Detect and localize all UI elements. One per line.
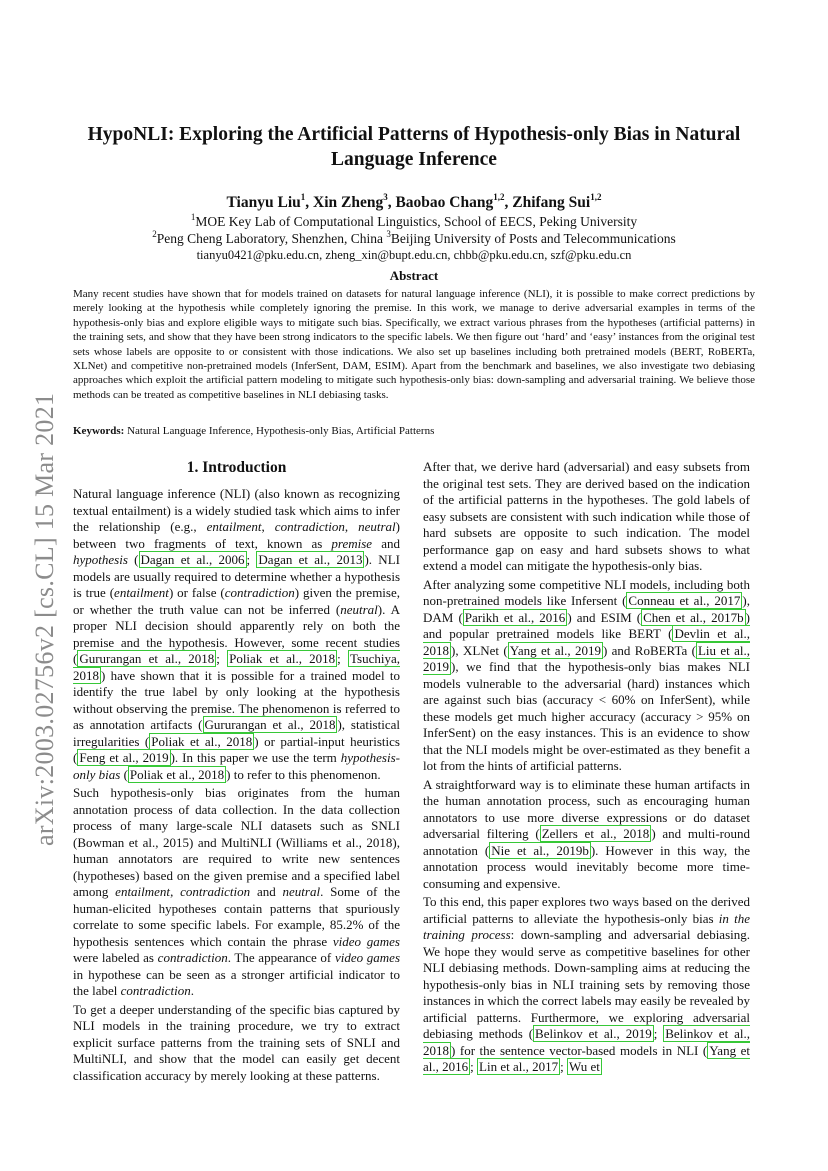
author-affiliation-mark: 1 [300,191,306,202]
paragraph: To get a deeper understanding of the specific bias captured by NLI models in the training procedure, we try to extract explicit surface patterns from the training sets of SNLI and MultiNLI, and show that the model can easily get decent classification accuracy by merely looking at these patterns. [73,1001,400,1083]
author-name: Zhifang Sui [512,194,591,211]
citation-link[interactable]: Tsuchiya, 2018 [73,651,400,683]
paragraph: After analyzing some competitive NLI models, including both non-pretrained models like Infersent ( Conneau et al., 2017 ), DAM ( Parikh et al., 2016 ) and ESIM ( Chen et al., 2017b ) and popular pretrained models like BERT ( Devlin et al., 2018 ), XLNet ( Yang et al., 2019 ) and RoBERTa ( Liu et al., 2019 ), we find that the hypothesis-only bias makes NLI models vulnerable to the adversarial (hard) instances which are against such bias (accuracy < 60% on InferSent), while these models get much higher accuracy (accuracy > 95% on InferSent) on the easy instances. This is an evidence to show that the NLI models might be over-estimated as they benefit a lot from the hints of artificial patterns. [423,576,750,773]
paper-title: HypoNLI: Exploring the Artificial Patterns of Hypothesis-only Bias in Natural Language Inference [87,124,741,170]
citation-link[interactable]: Gururangan et al., 2018 [204,717,336,732]
citation-link[interactable]: Wu et [568,1059,600,1074]
citation-link[interactable]: Poliak et al., 2018 [151,733,253,749]
author-name: Baobao Chang [395,194,494,211]
citation-link[interactable]: Gururangan et al., 2018 [79,651,215,666]
citation-link[interactable]: Lin et al., 2017 [479,1059,559,1074]
affiliation-line [60,230,768,247]
keywords-label: Keywords: [73,425,125,437]
paragraph: To this end, this paper explores two ways based on the derived artificial patterns to alleviate the hypothesis-only bias in the training process: down-sampling and adversarial debiasing. We hope they would serve as competitive baselines for other NLI debiasing methods. Down-sampling aims at reducing the hypothesis-only bias in NLI training sets by removing those instances in which the correct labels may easily be revealed by artificial patterns. Furthermore, we exploring adversarial debiasing methods ( Belinkov et al., 2019 ; Belinkov et al., 2018 ) for the sentence vector-based models in NLI ( Yang et al., 2016 ; Lin et al., 2017 ; Wu et [423,894,750,1074]
paragraph: Such hypothesis-only bias originates from the human annotation process of data collection. In the data collection process of many large-scale NLI datasets such as SNLI (Bowman et al., 2015) and MultiNLI (Williams et al., 2018), human annotators are required to write new sentences (hypotheses) based on the given premise and a specified label among entailment, contradiction and neutral. Some of the human-elicited hypotheses contain patterns that spuriously correlate to some specific labels. For example, 85.2% of the hypothesis sentences which contain the phrase video games were labeled as contradiction. The appearance of video games in hypothese can be seen as a stronger artificial indicator to the label contradiction. [73,785,401,998]
author-name: Tianyu Liu [226,194,301,211]
keywords-text: Natural Language Inference, Hypothesis-only Bias, Artificial Patterns [127,425,435,437]
citation-link[interactable]: Conneau et al., 2017 [628,593,741,608]
paragraph: After that, we derive hard (adversarial) and easy subsets from the original test sets. They are derived based on the indication of the artificial patterns in the hypotheses. The gold labels of easy subsets are consistent with such indication while those of hard subsets are opposite to such indication. The model performance gap on easy and hard subsets shows to what extend a model can mitigate the hypothesis-only bias. [423,459,750,573]
citation-link[interactable]: Dagan et al., 2013 [258,552,363,567]
citation-link[interactable]: Yang et al., 2016 [423,1042,750,1074]
citation-link[interactable]: Chen et al., 2017b [643,609,744,625]
author-affiliation-mark: 3 [383,191,388,202]
paragraph: A straightforward way is to eliminate these human artifacts in the human annotation process, such as encouraging human annotators to use more diverse expressions or do dataset adversarial filtering ( Zellers et al., 2018 ) and multi-round annotation ( Nie et al., 2019b ). However in this way, the annotation process would inevitably become more time-consuming and expensive. [423,776,750,891]
affiliation-text: Beijing University of Posts and Telecommunications [390,231,676,246]
author-emails: tianyu0421@pku.edu.cn, zheng_xin@bupt.edu.cn, chbb@pku.edu.cn, szf@pku.edu.cn [196,248,632,262]
citation-link[interactable]: Belinkov et al., 2019 [535,1026,652,1041]
citation-link[interactable]: Zellers et al., 2018 [541,826,650,841]
section-heading-introduction: 1. Introduction [186,459,287,476]
abstract-text: Many recent studies have shown that for models trained on datasets for natural language inference (NLI), it is possible to make correct predictions by merely looking at the hypothesis while completely ignoring the premise. In this work, we manage to derive adversarial examples in terms of the hypothesis-only bias and explore eligible ways to mitigate such bias. Specifically, we extract various phrases from the hypotheses (artificial patterns) in the training sets, and show that they have been strong indicators to the specific labels. We then figure out ‘hard’ and ‘easy’ instances from the original test sets whose labels are opposite to or consistent with those indications. We also set up baselines including both pretrained models (BERT, RoBERTa, XLNet) and competitive non-pretrained models (InferSent, DAM, ESIM). Apart from the benchmark and baselines, we also investigate two debiasing approaches which exploit the artificial pattern modeling to mitigate such hypothesis-only bias: down-sampling and adversarial training. We believe those methods can be treated as competitive baselines in NLI debiasing tasks. [73,288,755,401]
author-list: Tianyu Liu$^1$, Xin Zheng$^3$, Baobao Chang$^{1,2}$, Zhifang Sui$^{1,2}$ [226,191,602,211]
author-affiliation-mark: 1,2 [493,191,505,202]
affiliation-text: MOE Key Lab of Computational Linguistics, School of EECS, Peking University [195,214,638,229]
paragraph: Natural language inference (NLI) (also known as recognizing textual entailment) is a widely studied task which aims to infer the relationship (e.g., entailment, contradiction, neutral) between two fragments of text, known as premise and hypothesis ( Dagan et al., 2006 ; Dagan et al., 2013 ). NLI models are usually required to determine whether a hypothesis is true (entailment) or false (contradiction) given the premise, or whether the truth value can not be inferred (neutral). A proper NLI decision should apparently rely on both the premise and the hypothesis. However, some recent studies ( Gururangan et al., 2018 ; Poliak et al., 2018 ; Tsuchiya, 2018 ) have shown that it is possible for a trained model to identify the true label by only looking at the hypothesis without observing the premise. The phenomenon is referred to as annotation artifacts ( Gururangan et al., 2018 ), statistical irregularities ( Poliak et al., 2018 ) or partial-input heuristics ( Feng et al., 2019 ). In this paper we use the term hypothesis-only bias ( Poliak et al., 2018 ) to refer to this phenomenon. [73,486,401,782]
citation-link[interactable]: Dagan et al., 2006 [140,552,245,567]
affiliation-mark: 3 [386,228,391,239]
citation-link[interactable]: Belinkov et al., 2018 [423,1026,750,1058]
citation-link[interactable]: Devlin et al., 2018 [423,626,750,658]
keywords-line [73,424,755,438]
affiliation-mark: 2 [152,228,157,239]
citation-link[interactable]: Feng et al., 2019 [79,750,169,765]
citation-link[interactable]: Poliak et al., 2018 [129,766,225,782]
citation-link[interactable]: Poliak et al., 2018 [229,651,336,666]
author-affiliation-mark: 1,2 [590,191,602,202]
affiliation-mark: 1 [190,211,196,222]
citation-link[interactable]: Parikh et al., 2016 [464,609,566,625]
author-name: Xin Zheng [313,194,384,211]
citation-link[interactable]: Nie et al., 2019b [491,842,589,858]
right-column [423,459,750,1078]
arxiv-identifier: arXiv:2003.02756v2 [cs.CL] 15 Mar 2021 [30,392,59,846]
affiliation-line [60,213,768,230]
left-column [73,486,400,1086]
citation-link[interactable]: Yang et al., 2019 [509,642,601,658]
citation-link[interactable]: Liu et al., 2019 [423,642,750,674]
affiliation-text: Peng Cheng Laboratory, Shenzhen, China [156,231,384,246]
abstract-heading: Abstract [389,268,439,283]
